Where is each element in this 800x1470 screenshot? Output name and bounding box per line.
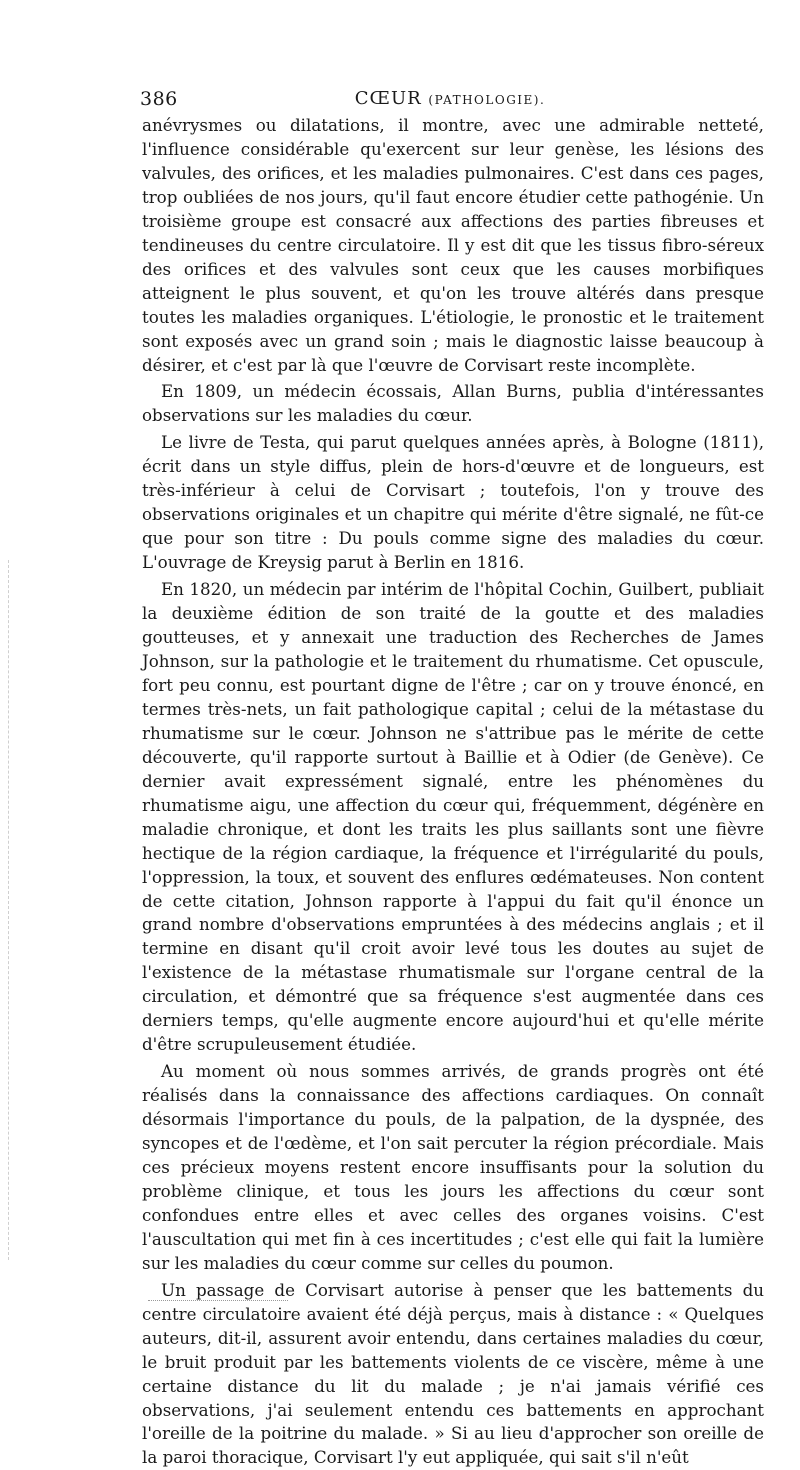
running-title <box>140 88 760 109</box>
paragraph-4: En 1820, un médecin par intérim de l'hôpital Cochin, Guilbert, publiait la deuxième édition de son traité de la goutte et des maladies goutteuses, et y annexait une traduction des Recherches de James Johnson, sur la pathologie et le traitement du rhumatisme. Cet opuscule, fort peu connu, est pourtant digne de l'être ; car on y trouve énoncé, en termes très-nets, un fait pathologique capital ; celui de la métastase du rhumatisme sur le cœur. Johnson ne s'attribue pas le mérite de cette découverte, qu'il rapporte surtout à Baillie et à Odier (de Genève). Ce dernier avait expressément signalé, entre les phénomènes du rhumatisme aigu, une affection du cœur qui, fréquemment, dégénère en maladie chronique, et dont les traits les plus saillants sont une fièvre hectique de la région cardiaque, la fréquence et l'irrégularité du pouls, l'oppression, la toux, et souvent des enflures œdémateuses. Non content de cette citation, Johnson rapporte à l'appui du fait qu'il énonce un grand nombre d'observations empruntées à des médecins anglais ; et il termine en disant qu'il croit avoir levé tous les doutes au sujet de l'existence de la métastase rhumatismale sur l'organe central de la circulation, et démontré que sa fréquence s'est augmentée dans ces derniers temps, qu'elle augmente encore aujourd'hui et qu'elle mérite d'être scrupuleusement étudiée. <box>142 579 764 1055</box>
paragraph-1: anévrysmes ou dilatations, il montre, avec une admirable netteté, l'influence considérable qu'exercent sur leur genèse, les lésions des valvules, des orifices, et les maladies pulmonaires. C'est dans ces pages, trop oubliées de nos jours, qu'il faut encore étudier cette pathogénie. Un troisième groupe est consacré aux affections des parties fibreuses et tendineuses du centre circulatoire. Il y est dit que les tissus fibro-séreux des orifices et des valvules sont ceux que les causes morbifiques atteignent le plus souvent, et qu'on les trouve altérés dans presque toutes les maladies organiques. L'étiologie, le pronostic et le traitement sont exposés avec un grand soin ; mais le diagnostic laisse beaucoup à désirer, et c'est par là que l'œuvre de Corvisart reste incomplète. <box>142 115 764 375</box>
body-text <box>142 114 764 1470</box>
running-title-subtitle: (PATHOLOGIE). <box>428 93 546 107</box>
paragraph-6: Un passage de Corvisart autorise à penser que les battements du centre circulatoire avaient été déjà perçus, mais à distance : « Quelques auteurs, dit-il, assurent avoir entendu, dans certaines maladies du cœur, le bruit produit par les battements violents de ce viscère, même à une certaine distance du lit du malade ; je n'ai jamais vérifié ces observations, j'ai seulement entendu ces battements en approchant l'oreille de la poitrine du malade. » Si au lieu d'approcher son oreille de la paroi thoracique, Corvisart l'y eut appliquée, qui sait s'il n'eût <box>142 1279 764 1468</box>
running-title-main: CŒUR <box>354 88 422 109</box>
paragraph-5: Au moment où nous sommes arrivés, de grands progrès ont été réalisés dans la connaissance des affections cardiaques. On connaît désormais l'importance du pouls, de la palpation, de la dyspnée, des syncopes et de l'œdème, et l'on sait percuter la région précordiale. Mais ces précieux moyens restent encore insuffisants pour la solution du problème clinique, et tous les jours les affections du cœur sont confondues entre elles et avec celles des organes voisins. C'est l'auscultation qui met fin à ces incertitudes ; c'est elle qui fait la lumière sur les maladies du cœur comme sur celles du poumon. <box>142 1061 764 1273</box>
page-number: 386 <box>140 88 178 110</box>
paragraph-2: En 1809, un médecin écossais, Allan Burns, publia d'intéressantes observations sur les maladies du cœur. <box>142 381 764 426</box>
footer-rule <box>148 1300 288 1303</box>
paragraph-3: Le livre de Testa, qui parut quelques années après, à Bologne (1811), écrit dans un style diffus, plein de hors-d'œuvre et de longueurs, est très-inférieur à celui de Corvisart ; toutefois, l'on y trouve des observations originales et un chapitre qui mérite d'être signalé, ne fût-ce que pour son titre : Du pouls comme signe des maladies du cœur. L'ouvrage de Kreysig parut à Berlin en 1816. <box>142 432 764 573</box>
scan-margin-marks <box>8 560 19 1260</box>
running-head <box>140 88 760 112</box>
